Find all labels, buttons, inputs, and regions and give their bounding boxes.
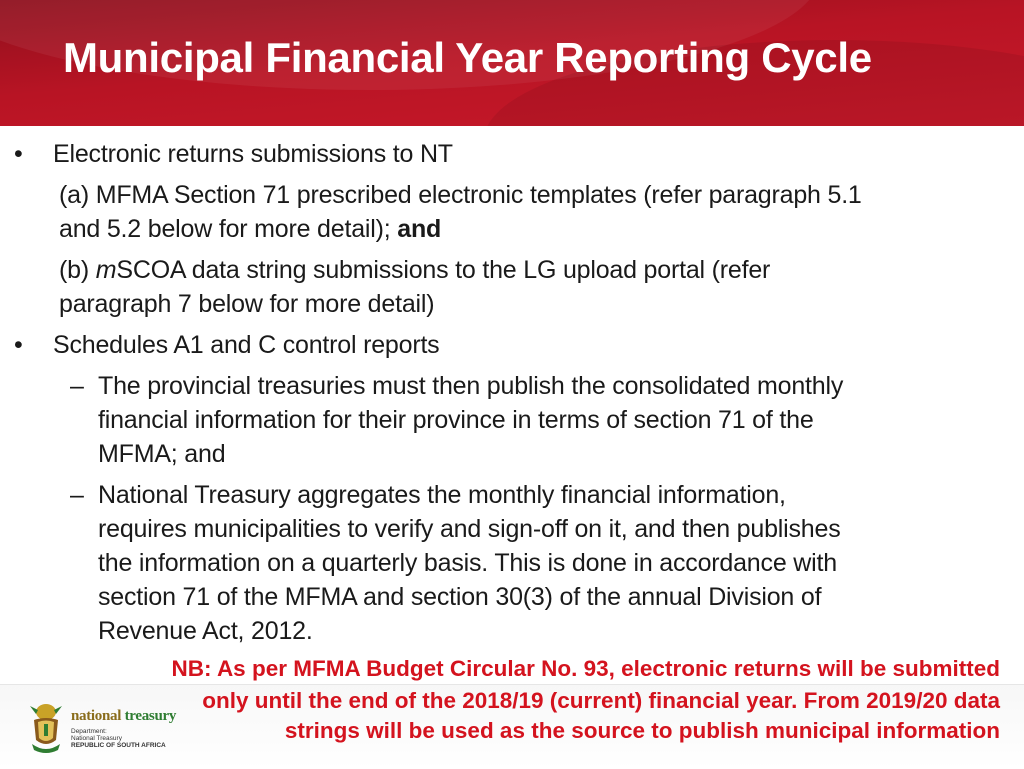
sub2-line-4: section 71 of the MFMA and section 30(3) of the annual Division of <box>98 583 822 611</box>
item-b-line-1-rest: SCOA data string submissions to the LG upload portal (refer <box>116 256 771 284</box>
sub1-line-2: financial information for their province in terms of section 71 of the <box>98 406 814 434</box>
sub1-line-3: MFMA; and <box>98 440 226 468</box>
bullet-electronic-returns: Electronic returns submissions to NT <box>53 140 453 168</box>
dash-marker: – <box>70 372 84 400</box>
nb-line-2: only until the end of the 2018/19 (current) financial year. From 2019/20 data <box>202 688 1000 713</box>
item-a-line-2-text: and 5.2 below for more detail); <box>59 215 391 243</box>
bullet-marker: • <box>14 331 23 359</box>
coat-of-arms-icon <box>26 700 66 756</box>
bullet-schedules: Schedules A1 and C control reports <box>53 331 440 359</box>
logo-word-national: national <box>71 708 122 724</box>
logo-sub-line-3: REPUBLIC OF SOUTH AFRICA <box>71 742 166 749</box>
title-banner <box>0 0 1024 126</box>
logo-sub-line-1: Department: <box>71 728 107 735</box>
slide-title: Municipal Financial Year Reporting Cycle <box>63 34 872 81</box>
national-treasury-logo <box>26 698 176 758</box>
sub1-line-1: The provincial treasuries must then publish the consolidated monthly <box>98 372 844 400</box>
item-b-line-1 <box>59 253 770 287</box>
logo-word-treasury: treasury <box>124 708 177 724</box>
item-a-line-1: (a) MFMA Section 71 prescribed electronic templates (refer paragraph 5.1 <box>59 181 862 209</box>
sub2-line-2: requires municipalities to verify and sign-off on it, and then publishes <box>98 515 841 543</box>
sub2-line-1: National Treasury aggregates the monthly financial information, <box>98 481 786 509</box>
logo-sub-line-2: National Treasury <box>71 735 122 742</box>
logo-wordmark <box>71 708 176 725</box>
dash-marker: – <box>70 481 84 509</box>
item-a-and: and <box>397 215 442 243</box>
nb-line-3: strings will be used as the source to publish municipal information <box>284 718 1000 743</box>
item-a-line-2 <box>59 212 441 246</box>
sub2-line-5: Revenue Act, 2012. <box>98 617 313 645</box>
nb-line-1: NB: As per MFMA Budget Circular No. 93, electronic returns will be submitted <box>171 656 1000 681</box>
bullet-marker: • <box>14 140 23 168</box>
item-b-line-2: paragraph 7 below for more detail) <box>59 290 435 318</box>
item-b-italic-m: m <box>95 256 117 284</box>
item-b-prefix: (b) <box>59 256 89 284</box>
sub2-line-3: the information on a quarterly basis. This is done in accordance with <box>98 549 837 577</box>
